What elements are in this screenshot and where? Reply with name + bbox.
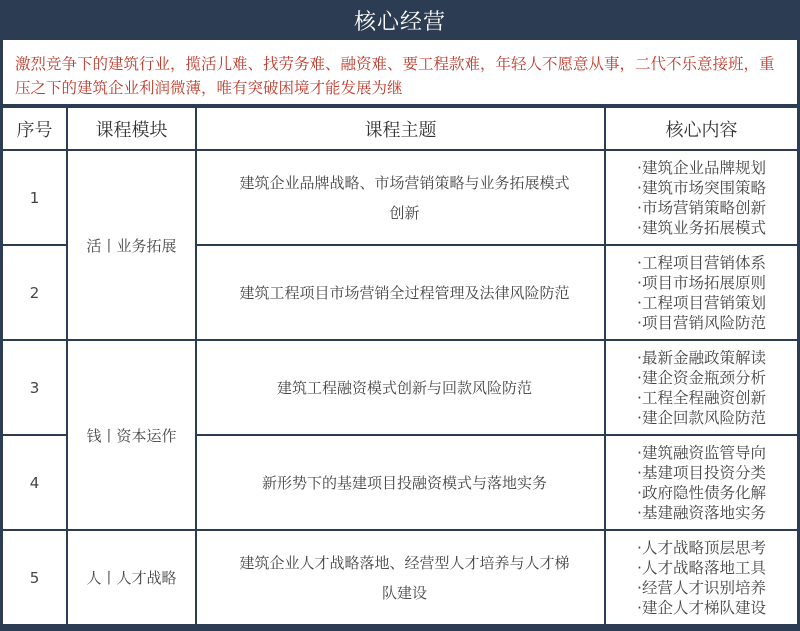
list-item: · 项目市场拓展原则 [637,273,766,293]
table-row [3,530,797,625]
header-index: 序号 [3,107,67,150]
list-item: · 建筑市场突围策略 [637,178,766,198]
list-item: · 政府隐性债务化解 [637,483,766,503]
topic-cell: 新形势下的基建项目投融资模式与落地实务 [196,435,605,530]
topic-cell: 建筑企业品牌战略、市场营销策略与业务拓展模式创新 [196,150,605,245]
list-item: · 建筑融资监管导向 [637,443,766,463]
list-item: · 建筑企业品牌规划 [637,158,766,178]
list-item: · 人才战略落地工具 [637,558,766,578]
list-item: · 最新金融政策解读 [637,348,766,368]
intro-text: 激烈竞争下的建筑行业，揽活儿难、找劳务难、融资难、要工程款难，年轻人不愿意从事，二代不乐意接班，重压之下的建筑企业利润微薄，唯有突破困境才能发展为继 [3,40,797,106]
list-item: · 建企资金瓶颈分析 [637,368,766,388]
course-table [3,106,797,626]
topic-cell: 建筑企业人才战略落地、经营型人才培养与人才梯队建设 [196,530,605,625]
content-cell [605,340,797,435]
list-item: · 人才战略顶层思考 [637,538,766,558]
list-item: · 工程全程融资创新 [637,388,766,408]
table-header-row [3,107,797,150]
row-number: 2 [3,245,67,340]
list-item: · 工程项目营销体系 [637,253,766,273]
list-item: · 市场营销策略创新 [637,198,766,218]
page-title: 核心经营 [3,0,797,40]
content-cell [605,435,797,530]
row-number: 3 [3,340,67,435]
content-list [637,348,766,428]
content-list [637,253,766,333]
content-cell [605,245,797,340]
module-cell: 钱丨资本运作 [67,340,196,530]
content-list [637,538,766,618]
content-list [637,443,766,523]
row-number: 5 [3,530,67,625]
header-module: 课程模块 [67,107,196,150]
row-number: 4 [3,435,67,530]
list-item: · 工程项目营销策划 [637,293,766,313]
list-item: · 建企回款风险防范 [637,408,766,428]
topic-cell: 建筑工程项目市场营销全过程管理及法律风险防范 [196,245,605,340]
list-item: · 基建融资落地实务 [637,503,766,523]
content-cell [605,530,797,625]
row-number: 1 [3,150,67,245]
header-content: 核心内容 [605,107,797,150]
list-item: · 项目营销风险防范 [637,313,766,333]
module-cell: 活丨业务拓展 [67,150,196,340]
content-list [637,158,766,238]
table-row [3,150,797,245]
header-topic: 课程主题 [196,107,605,150]
content-cell [605,150,797,245]
table-row [3,340,797,435]
list-item: · 建企人才梯队建设 [637,598,766,618]
module-cell: 人丨人才战略 [67,530,196,625]
list-item: · 建筑业务拓展模式 [637,218,766,238]
list-item: · 基建项目投资分类 [637,463,766,483]
list-item: · 经营人才识别培养 [637,578,766,598]
topic-cell: 建筑工程融资模式创新与回款风险防范 [196,340,605,435]
